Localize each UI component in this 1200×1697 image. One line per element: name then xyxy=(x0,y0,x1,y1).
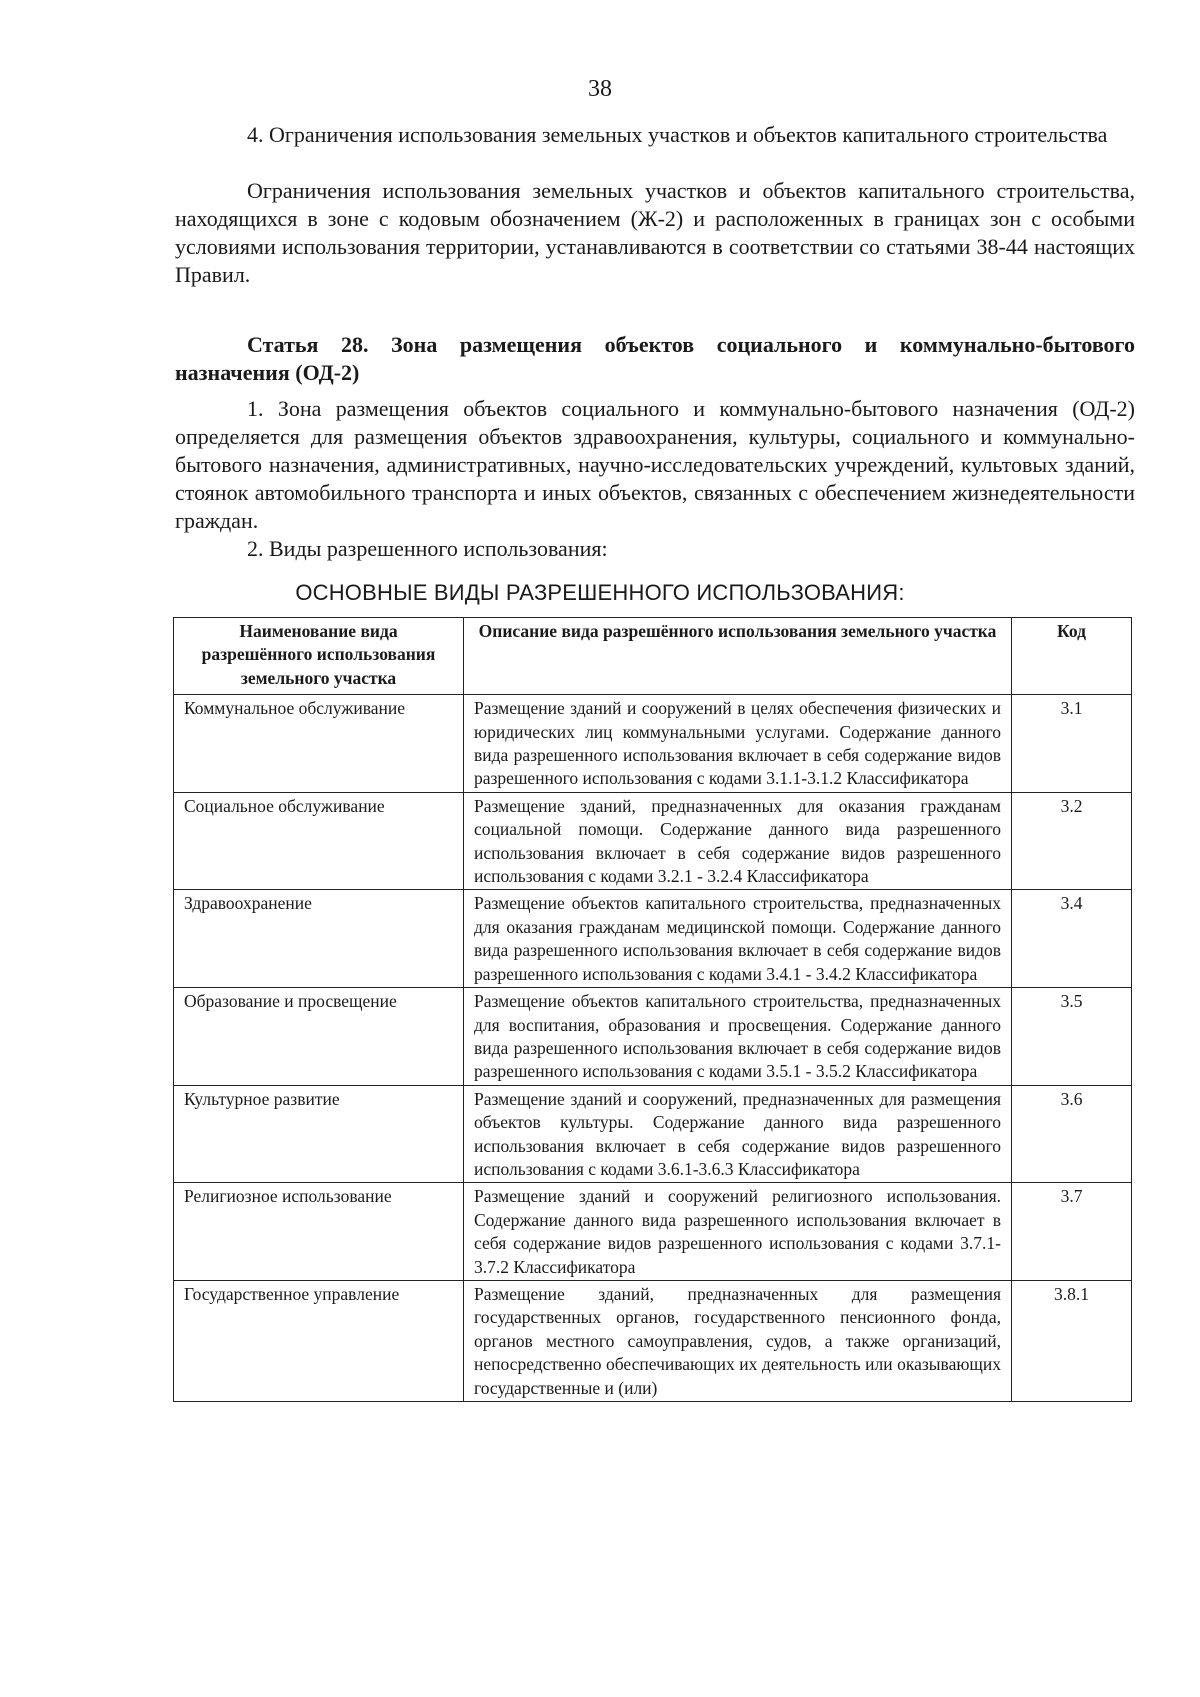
article-item-2: 2. Виды разрешенного использования: xyxy=(247,536,608,561)
use-description: Размещение объектов капитального строительства, предназначенных для оказания гражданам медицинской помощи. Содержание данного вида разрешенного использования включает в себя содержание видов разрешенного использования с кодами 3.4.1 - 3.4.2 Классификатора xyxy=(464,890,1012,988)
permitted-use-table xyxy=(173,617,1132,1402)
use-code: 3.8.1 xyxy=(1012,1280,1132,1401)
restrictions-text: Ограничения использования земельных участков и объектов капитального строительства, находящихся в зоне с кодовым обозначением (Ж-2) и расположенных в границах зон с особыми условиями использования территории, устанавливаются в соответствии со статьями 38-44 настоящих Правил. xyxy=(175,178,1135,287)
use-name: Государственное управление xyxy=(174,1280,464,1401)
table-row xyxy=(174,1280,1132,1401)
use-name: Образование и просвещение xyxy=(174,988,464,1086)
table-row xyxy=(174,792,1132,890)
table-row xyxy=(174,988,1132,1086)
use-code: 3.6 xyxy=(1012,1085,1132,1183)
table-header-row xyxy=(174,618,1132,695)
use-code: 3.2 xyxy=(1012,792,1132,890)
use-description: Размещение зданий и сооружений, предназначенных для размещения объектов культуры. Содержание данного вида разрешенного использования включает в себя содержание видов разрешенного использования с кодами 3.6.1-3.6.3 Классификатора xyxy=(464,1085,1012,1183)
page-number: 38 xyxy=(588,76,612,102)
header-code: Код xyxy=(1012,618,1132,695)
table-row xyxy=(174,890,1132,988)
header-description: Описание вида разрешённого использования земельного участка xyxy=(464,618,1012,695)
use-code: 3.7 xyxy=(1012,1183,1132,1281)
use-description: Размещение зданий, предназначенных для оказания гражданам социальной помощи. Содержание данного вида разрешенного использования включает в себя содержание видов разрешенного использования с кодами 3.2.1 - 3.2.4 Классификатора xyxy=(464,792,1012,890)
restrictions-heading: 4. Ограничения использования земельных участков и объектов капитального строительства xyxy=(247,122,1108,147)
table-row xyxy=(174,695,1132,793)
use-description: Размещение зданий, предназначенных для размещения государственных органов, государственного пенсионного фонда, органов местного самоуправления, судов, а также организаций, непосредственно обеспечивающих их деятельность или оказывающих государственные и (или) xyxy=(464,1280,1012,1401)
use-description: Размещение зданий и сооружений религиозного использования. Содержание данного вида разрешенного использования включает в себя содержание видов разрешенного использования с кодами 3.7.1-3.7.2 Классификатора xyxy=(464,1183,1012,1281)
use-description: Размещение зданий и сооружений в целях обеспечения физических и юридических лиц коммунальными услугами. Содержание данного вида разрешенного использования включает в себя содержание видов разрешенного использования с кодами 3.1.1-3.1.2 Классификатора xyxy=(464,695,1012,793)
article-title: Статья 28. Зона размещения объектов социального и коммунально-бытового назначения (ОД-2) xyxy=(175,332,1135,385)
table-title: ОСНОВНЫЕ ВИДЫ РАЗРЕШЕННОГО ИСПОЛЬЗОВАНИЯ: xyxy=(295,580,905,605)
article-item-1: 1. Зона размещения объектов социального и коммунально-бытового назначения (ОД-2) определяется для размещения объектов здравоохранения, культуры, социального и коммунально-бытового назначения, административных, научно-исследовательских учреждений, культовых зданий, стоянок автомобильного транспорта и иных объектов, связанных с обеспечением жизнедеятельности граждан. xyxy=(175,396,1135,533)
use-name: Коммунальное обслуживание xyxy=(174,695,464,793)
table-row xyxy=(174,1085,1132,1183)
table-row xyxy=(174,1183,1132,1281)
use-name: Культурное развитие xyxy=(174,1085,464,1183)
use-code: 3.1 xyxy=(1012,695,1132,793)
use-code: 3.4 xyxy=(1012,890,1132,988)
use-name: Социальное обслуживание xyxy=(174,792,464,890)
use-name: Религиозное использование xyxy=(174,1183,464,1281)
header-name: Наименование вида разрешённого использования земельного участка xyxy=(174,618,464,695)
use-description: Размещение объектов капитального строительства, предназначенных для воспитания, образования и просвещения. Содержание данного вида разрешенного использования включает в себя содержание видов разрешенного использования с кодами 3.5.1 - 3.5.2 Классификатора xyxy=(464,988,1012,1086)
use-code: 3.5 xyxy=(1012,988,1132,1086)
use-name: Здравоохранение xyxy=(174,890,464,988)
